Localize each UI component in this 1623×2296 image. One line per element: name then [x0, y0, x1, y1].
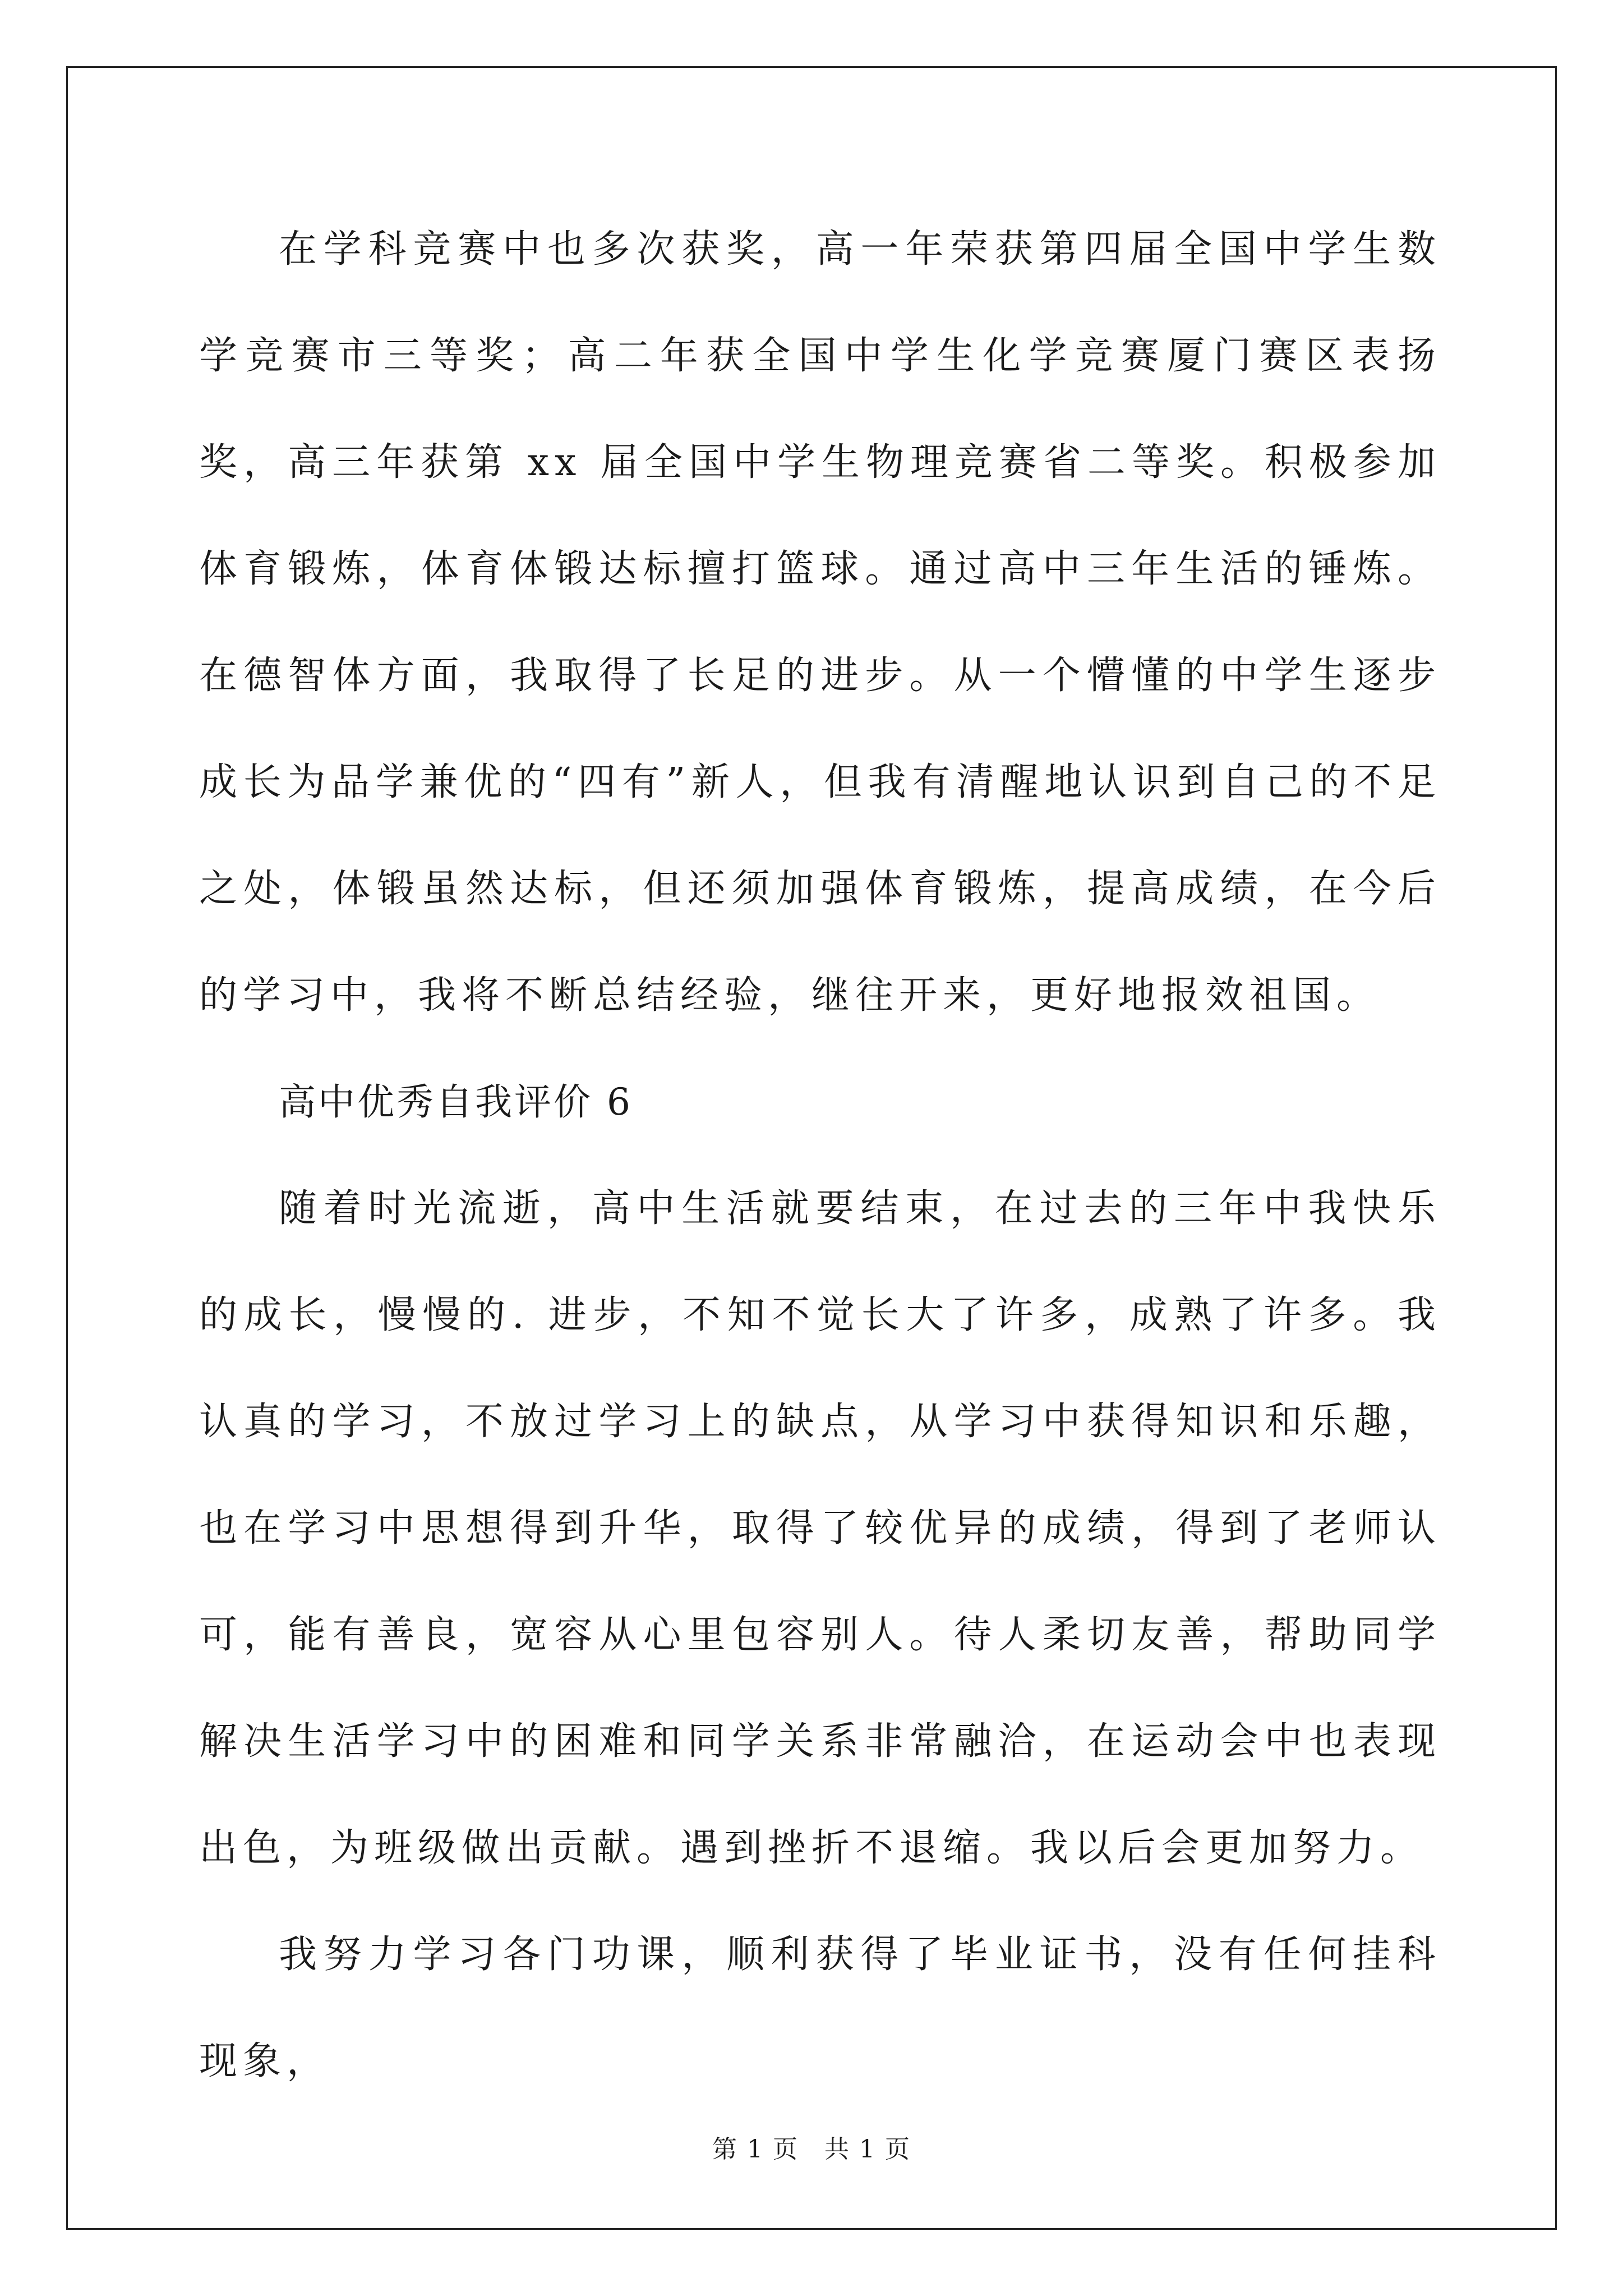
paragraph-3: 我努力学习各门功课，顺利获得了毕业证书，没有任何挂科现象， — [199, 1932, 1441, 2083]
page-footer: 第 1 页 共 1 页 — [712, 2135, 911, 2164]
paragraph-2: 随着时光流逝，高中生活就要结束，在过去的三年中我快乐的成长，慢慢的. 进步，不知不觉长大了许多，成熟了许多。我认真的学习，不放过学习上的缺点，从学习中获得知识和乐趣，也在学习中思想得到升华，取得了较优异的成绩，得到了老师认可，能有善良，宽容从心里包容别人。待人柔切友善，帮助同学解决生活学习中的困难和同学关系非常融洽，在运动会中也表现出色，为班级做出贡献。遇到挫折不退缩。我以后会更加努力。 — [199, 1186, 1441, 1870]
paragraph-1: 在学科竞赛中也多次获奖，高一年荣获第四届全国中学生数学竞赛市三等奖；高二年获全国中学生化学竞赛厦门赛区表扬奖，高三年获第 xx 届全国中学生物理竞赛省二等奖。积极参加体育锻炼，体育体锻达标擅打篮球。通过高中三年生活的锤炼。在德智体方面，我取得了长足的进步。从一个懵懂的中学生逐步成长为品学兼优的“四有”新人，但我有清醒地认识到自己的不足之处，体锻虽然达标，但还须加强体育锻炼，提高成绩，在今后的学习中，我将不断总结经验，继往开来，更好地报效祖国。 — [199, 227, 1441, 1018]
section-heading: 高中优秀自我评价 6 — [279, 1080, 633, 1124]
document-body — [199, 196, 1441, 2115]
